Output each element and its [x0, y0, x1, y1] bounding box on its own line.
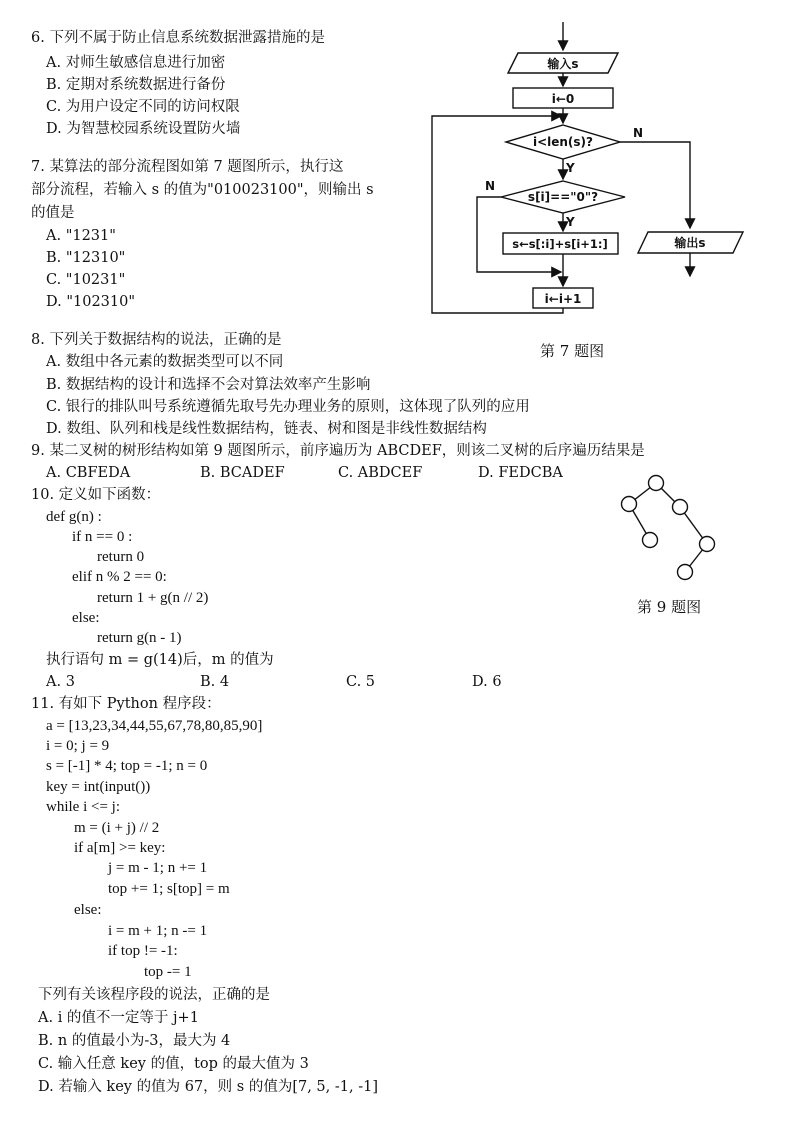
flow-yes-1: Y [566, 161, 575, 175]
flow-output-label: 输出s [674, 236, 706, 250]
q10-code-line: return 1 + g(n // 2) [97, 590, 209, 606]
q11-code-line: top -= 1 [144, 964, 192, 980]
q11-question: 下列有关该程序段的说法，正确的是 [38, 987, 270, 1003]
q6-option-b: B. 定期对系统数据进行备份 [46, 77, 226, 93]
q10-code-line: elif n % 2 == 0: [72, 569, 167, 585]
q7-option-a: A. "1231" [46, 228, 116, 244]
tree-node [673, 500, 688, 515]
tree-node [643, 533, 658, 548]
tree-node [678, 565, 693, 580]
q11-code-line: s = [-1] * 4; top = -1; n = 0 [46, 758, 208, 774]
q7-figure-caption: 第 7 题图 [540, 342, 605, 360]
flow-init-label: i←0 [551, 92, 575, 106]
q7-stem-line2: 部分流程，若输入 s 的值为"010023100"，则输出 s [31, 182, 374, 198]
flow-cond2-label: s[i]=="0"? [527, 190, 599, 204]
q9-option-d: D. FEDCBA [478, 465, 563, 481]
q8-option-a: A. 数组中各元素的数据类型可以不同 [46, 354, 284, 370]
q11-code-line: top += 1; s[top] = m [108, 881, 230, 897]
q10-stem: 10. 定义如下函数： [31, 487, 161, 503]
q11-code-line: else: [74, 902, 102, 918]
q11-code-line: j = m - 1; n += 1 [108, 860, 208, 876]
q9-figure-caption: 第 9 题图 [637, 598, 702, 616]
q11-code-line: if a[m] >= key: [74, 840, 166, 856]
q10-option-d: D. 6 [472, 674, 502, 690]
q10-code-line: def g(n) : [46, 509, 102, 525]
q11-option-b: B. n 的值最小为-3，最大为 4 [38, 1033, 231, 1049]
flow-no-2: N [485, 179, 496, 193]
q7-option-d: D. "102310" [46, 294, 136, 310]
q11-option-d: D. 若输入 key 的值为 67，则 s 的值为[7, 5, -1, -1] [38, 1079, 378, 1095]
q11-code-line: i = 0; j = 9 [46, 738, 110, 754]
q7-stem-line3: 的值是 [31, 205, 75, 221]
q6-option-a: A. 对师生敏感信息进行加密 [46, 55, 226, 71]
tree-node [622, 497, 637, 512]
q8-option-b: B. 数据结构的设计和选择不会对算法效率产生影响 [46, 377, 371, 393]
q11-code-line: while i <= j: [46, 799, 120, 815]
q6-option-c: C. 为用户设定不同的访问权限 [46, 99, 240, 115]
q7-flowchart [420, 18, 765, 336]
q10-question: 执行语句 m = g(14)后，m 的值为 [46, 652, 274, 668]
q11-stem: 11. 有如下 Python 程序段： [31, 696, 221, 712]
q9-stem: 9. 某二叉树的树形结构如第 9 题图所示，前序遍历为 ABCDEF，则该二叉树的后序遍历结果是 [31, 443, 645, 459]
q10-option-c: C. 5 [346, 674, 376, 690]
q6-option-d: D. 为智慧校园系统设置防火墙 [46, 121, 241, 137]
q10-code-line: else: [72, 610, 100, 626]
q11-option-a: A. i 的值不一定等于 j+1 [38, 1010, 199, 1026]
q11-code-line: key = int(input()) [46, 779, 151, 795]
q9-option-a: A. CBFEDA [46, 465, 131, 481]
q10-option-a: A. 3 [46, 674, 75, 690]
q9-tree-figure [610, 470, 730, 585]
q7-option-b: B. "12310" [46, 250, 126, 266]
q8-option-c: C. 银行的排队叫号系统遵循先取号先办理业务的原则，这体现了队列的应用 [46, 399, 530, 415]
q11-option-c: C. 输入任意 key 的值，top 的最大值为 3 [38, 1056, 309, 1072]
q11-code-line: if top != -1: [108, 943, 178, 959]
flow-incr-label: i←i+1 [544, 292, 582, 306]
q10-code-line: if n == 0 : [72, 529, 133, 545]
flow-yes-2: Y [566, 215, 575, 229]
q8-stem: 8. 下列关于数据结构的说法，正确的是 [31, 332, 282, 348]
q7-stem-line1: 7. 某算法的部分流程图如第 7 题图所示，执行这 [31, 159, 344, 175]
flow-input-label: 输入s [547, 57, 579, 71]
q9-option-c: C. ABDCEF [338, 465, 423, 481]
q7-option-c: C. "10231" [46, 272, 126, 288]
q11-code-line: m = (i + j) // 2 [74, 820, 160, 836]
q6-stem: 6. 下列不属于防止信息系统数据泄露措施的是 [31, 30, 325, 46]
tree-node [700, 537, 715, 552]
q9-option-b: B. BCADEF [200, 465, 285, 481]
q11-code-line: i = m + 1; n -= 1 [108, 923, 208, 939]
q11-code-line: a = [13,23,34,44,55,67,78,80,85,90] [46, 718, 263, 734]
flow-assign-label: s←s[:i]+s[i+1:] [512, 237, 608, 251]
tree-node-root [649, 476, 664, 491]
q10-option-b: B. 4 [200, 674, 230, 690]
flow-no-1: N [633, 126, 644, 140]
q10-code-line: return g(n - 1) [97, 630, 182, 646]
q10-code-line: return 0 [97, 549, 145, 565]
flow-cond1-label: i<len(s)? [532, 135, 594, 149]
q8-option-d: D. 数组、队列和栈是线性数据结构，链表、树和图是非线性数据结构 [46, 421, 487, 437]
